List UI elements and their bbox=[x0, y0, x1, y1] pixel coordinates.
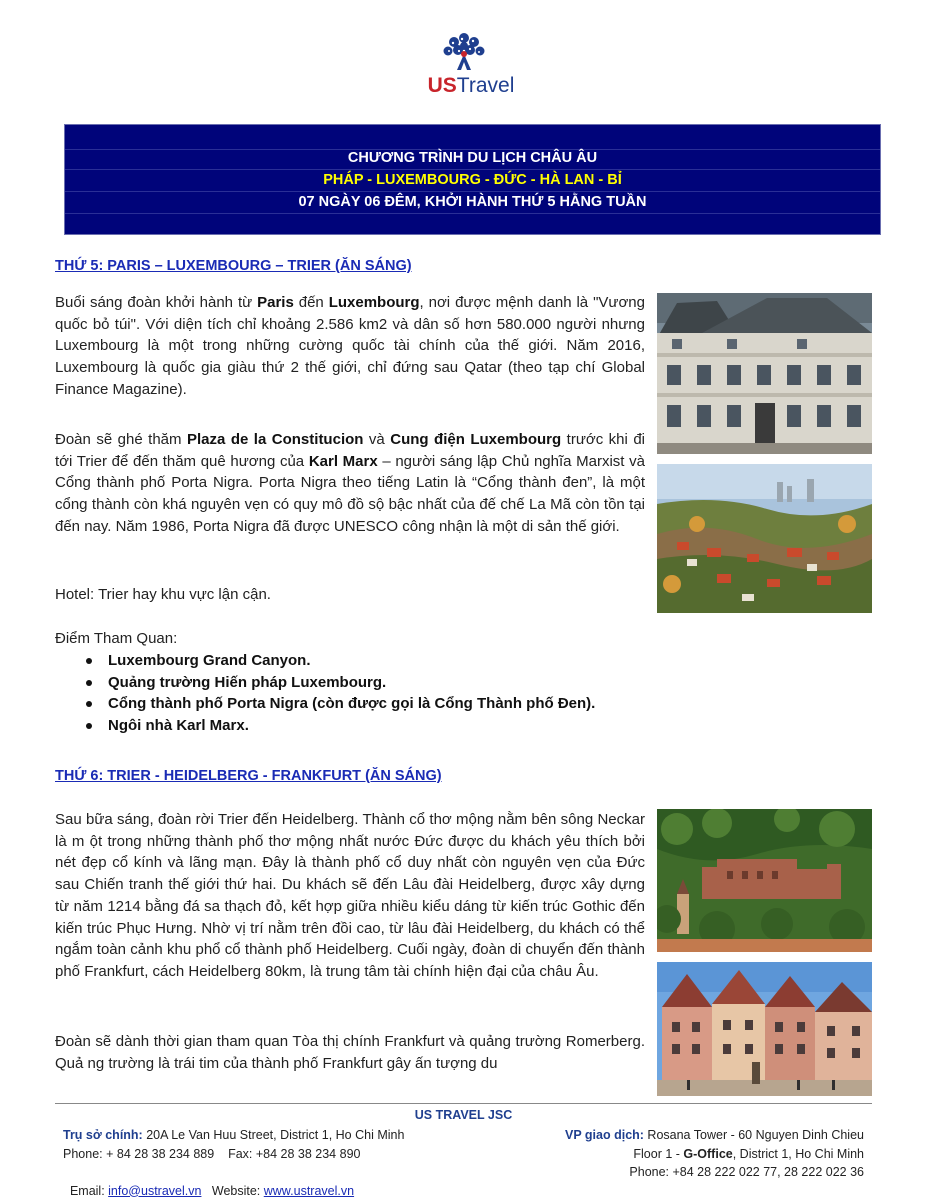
footer-office-floor: Floor 1 - G-Office, District 1, Ho Chi Minh bbox=[633, 1147, 864, 1161]
list-item: Luxembourg Grand Canyon. bbox=[108, 650, 595, 672]
list-item: Cổng thành phố Porta Nigra (còn được gọi là Cổng Thành phố Đen). bbox=[108, 693, 595, 715]
tree-icon bbox=[440, 30, 488, 76]
photo-heidelberg-castle bbox=[657, 809, 872, 952]
website-link[interactable]: www.ustravel.vn bbox=[263, 1183, 355, 1198]
list-item: Ngôi nhà Karl Marx. bbox=[108, 715, 595, 737]
photo-luxembourg-valley bbox=[657, 464, 872, 613]
footer-phone: Phone: + 84 28 38 234 889 Fax: +84 28 38 234 890 bbox=[63, 1147, 361, 1161]
email-link[interactable]: info@ustravel.vn bbox=[108, 1183, 202, 1198]
photo-frankfurt-romerberg bbox=[657, 962, 872, 1096]
day1-sights-label: Điểm Tham Quan: bbox=[55, 630, 178, 647]
day1-heading: THỨ 5: PARIS – LUXEMBOURG – TRIER (ĂN SÁNG) bbox=[55, 258, 412, 274]
footer-hq: Trụ sở chính: 20A Le Van Huu Street, District 1, Ho Chi Minh bbox=[63, 1128, 405, 1142]
program-banner bbox=[64, 124, 881, 235]
banner-title: CHƯƠNG TRÌNH DU LỊCH CHÂU ÂU bbox=[347, 150, 598, 166]
footer-company: US TRAVEL JSC bbox=[414, 1108, 513, 1122]
banner-route: PHÁP - LUXEMBOURG - ĐỨC - HÀ LAN - BỈ bbox=[323, 172, 622, 188]
banner-duration: 07 NGÀY 06 ĐÊM, KHỞI HÀNH THỨ 5 HẰNG TUẦN bbox=[298, 194, 647, 210]
logo-wordmark: USTravel bbox=[427, 74, 515, 97]
day2-paragraph-1: Sau bữa sáng, đoàn rời Trier đến Heidelberg. Thành cổ thơ mộng nằm bên sông Neckar là m ột trong những thành phố thơ mộng nhất nước Đức được du khách yêu thích bởi nét đẹp cổ kính và lãng mạn. Đây là thành phố cổ duy nhất còn nguyên vẹn của Đức sau Chiến tranh thế giới thứ hai. Du khách sẽ đến Lâu đài Heidelberg, được xây dựng từ năm 1214 bằng đá sa thạch đỏ, kết hợp giữa nhiều kiểu dáng từ kiến trúc Gothic đến kiến trúc Phục Hưng. Nhờ vị trí nằm trên đồi cao, từ lâu đài Heidelberg, du khách có thể ngắm toàn cảnh khu phổ cổ thành phố Heidelberg. Cuối ngày, đoàn di chuyển đến thành phố Frankfurt, cách Heidelberg 80km, là trung tâm tài chính hiện đại của châu Âu. bbox=[55, 811, 645, 980]
footer-office: VP giao dịch: Rosana Tower - 60 Nguyen Dinh Chieu bbox=[565, 1128, 864, 1142]
day1-sights-list bbox=[108, 650, 595, 737]
footer-contact: Email: info@ustravel.vn Website: www.ustravel.vn bbox=[69, 1183, 355, 1198]
company-logo bbox=[410, 30, 520, 100]
day1-hotel: Hotel: Trier hay khu vực lận cận. bbox=[55, 586, 271, 603]
list-item: Quảng trường Hiến pháp Luxembourg. bbox=[108, 672, 595, 694]
footer-office-phone: Phone: +84 28 222 022 77, 28 222 022 36 bbox=[629, 1165, 864, 1179]
footer-divider bbox=[55, 1103, 872, 1104]
day2-paragraph-2: Đoàn sẽ dành thời gian tham quan Tòa thị chính Frankfurt và quảng trường Romerberg. Quả ng trường là trái tim của thành phố Frankfurt gây ấn tượng du bbox=[55, 1033, 645, 1072]
photo-luxembourg-building bbox=[657, 293, 872, 454]
day2-heading: THỨ 6: TRIER - HEIDELBERG - FRANKFURT (ĂN SÁNG) bbox=[55, 768, 442, 784]
day1-paragraph-1: Buổi sáng đoàn khởi hành từ Paris đến Luxembourg, nơi được mệnh danh là "Vương quốc bỏ túi". Với diện tích chỉ khoảng 2.586 km2 và dân số hơn 580.000 người nhưng Luxembourg là một trong những cường quốc tài chính của thế giới. Năm 2016, Luxembourg là quốc gia giàu thứ 2 thế giới, chỉ đứng sau Qatar (theo tạp chí Global Finance Magazine). bbox=[55, 294, 645, 398]
day1-paragraph-2: Đoàn sẽ ghé thăm Plaza de la Constitucion và Cung điện Luxembourg trước khi đi tới Trier để đến thăm quê hương của Karl Marx – người sáng lập Chủ nghĩa Marxist và Cổng thành phố Porta Nigra. Porta Nigra theo tiếng Latin là “Cổng thành đen”, là một cổng thành còn khá nguyên vẹn có quy mô đồ sộ bậc nhất của đế chế La Mã còn tồn tại đến nay. Năm 1986, Porta Nigra đã được UNESCO công nhận là một di sản thế giới. bbox=[55, 431, 646, 535]
